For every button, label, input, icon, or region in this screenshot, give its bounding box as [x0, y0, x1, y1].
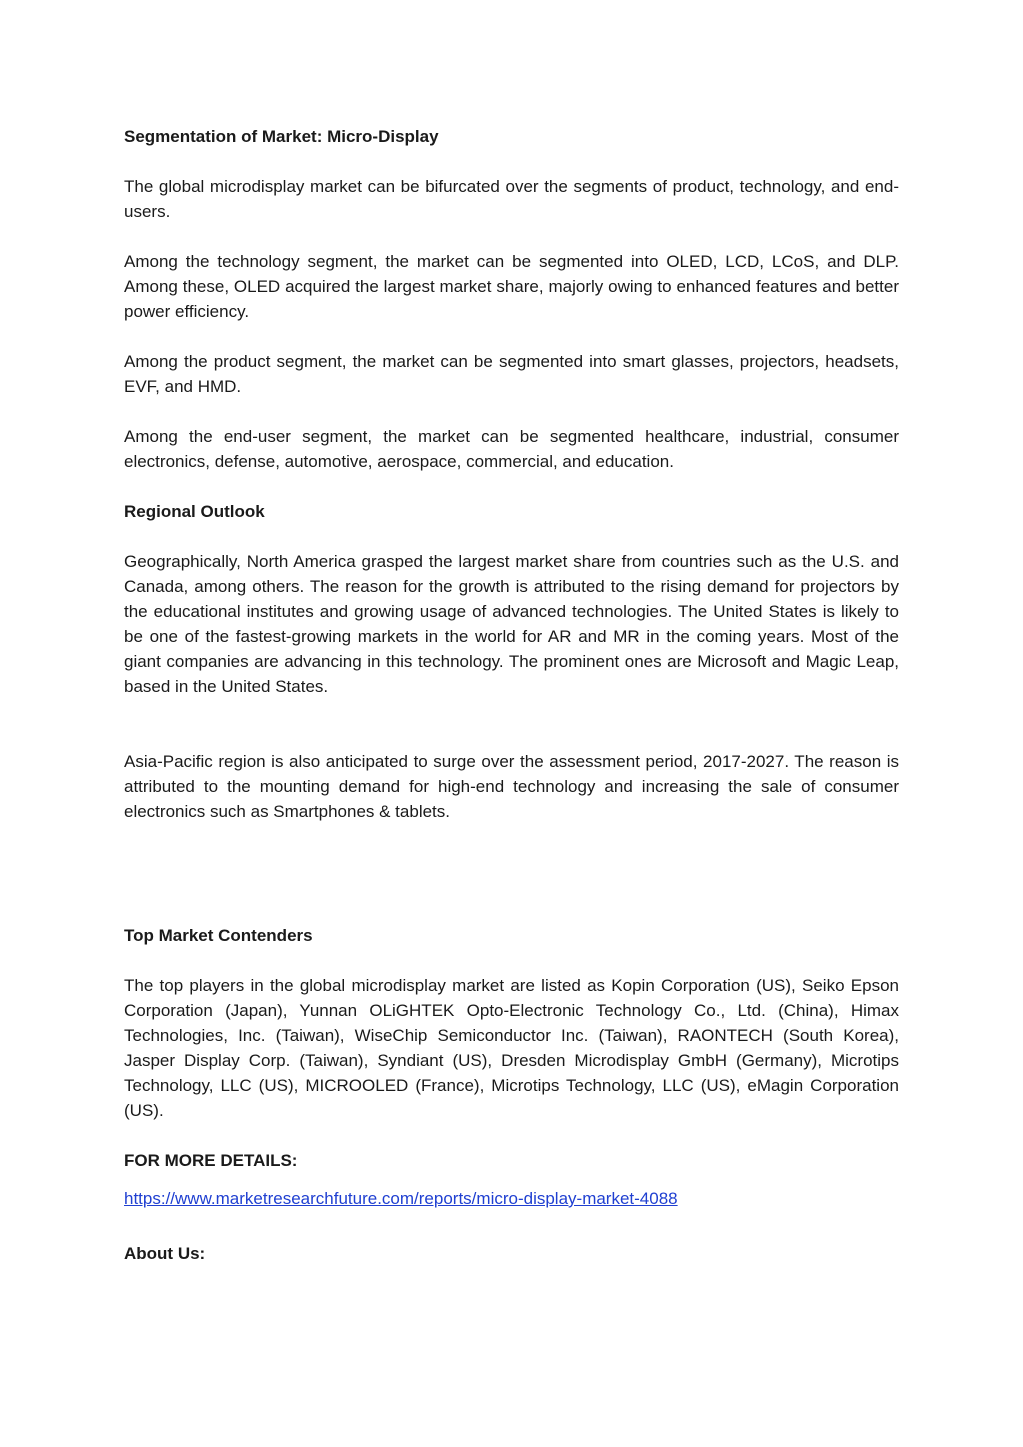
technology-segment-paragraph: Among the technology segment, the market can be segmented into OLED, LCD, LCoS, and DLP. Among these, OLED acquired the largest market share, majorly owing to enhanced features and better power efficiency.: [124, 252, 899, 321]
regional-outlook-heading: Regional Outlook: [124, 502, 265, 521]
segmentation-intro-paragraph: The global microdisplay market can be bifurcated over the segments of product, technology, and end-users.: [124, 177, 899, 221]
more-details-heading: FOR MORE DETAILS:: [124, 1151, 298, 1170]
about-us-heading: About Us:: [124, 1244, 206, 1263]
asia-pacific-paragraph: Asia-Pacific region is also anticipated to surge over the assessment period, 2017-2027. The reason is attributed to the mounting demand for high-end technology and increasing the sale of consumer electronics such as Smartphones & tablets.: [124, 752, 899, 821]
report-link[interactable]: https://www.marketresearchfuture.com/reports/micro-display-market-4088: [124, 1189, 678, 1208]
product-segment-paragraph: Among the product segment, the market can be segmented into smart glasses, projectors, headsets, EVF, and HMD.: [124, 352, 899, 396]
document-page: [124, 124, 899, 1266]
top-contenders-heading: Top Market Contenders: [124, 926, 313, 945]
north-america-paragraph: Geographically, North America grasped the largest market share from countries such as the U.S. and Canada, among others. The reason for the growth is attributed to the rising demand for projectors by the educational institutes and growing usage of advanced technologies. The United States is likely to be one of the fastest-growing markets in the world for AR and MR in the coming years. Most of the giant companies are advancing in this technology. The prominent ones are Microsoft and Magic Leap, based in the United States.: [124, 552, 899, 696]
top-contenders-paragraph: The top players in the global microdisplay market are listed as Kopin Corporation (US), Seiko Epson Corporation (Japan), Yunnan OLiGHTEK Opto-Electronic Technology Co., Ltd. (China), Himax Technologies, Inc. (Taiwan), WiseChip Semiconductor Inc. (Taiwan), RAONTECH (South Korea), Jasper Display Corp. (Taiwan), Syndiant (US), Dresden Microdisplay GmbH (Germany), Microtips Technology, LLC (US), MICROOLED (France), Microtips Technology, LLC (US), eMagin Corporation (US).: [124, 976, 899, 1120]
segmentation-heading: Segmentation of Market: Micro-Display: [124, 127, 439, 146]
end-user-segment-paragraph: Among the end-user segment, the market can be segmented healthcare, industrial, consumer electronics, defense, automotive, aerospace, commercial, and education.: [124, 427, 899, 471]
